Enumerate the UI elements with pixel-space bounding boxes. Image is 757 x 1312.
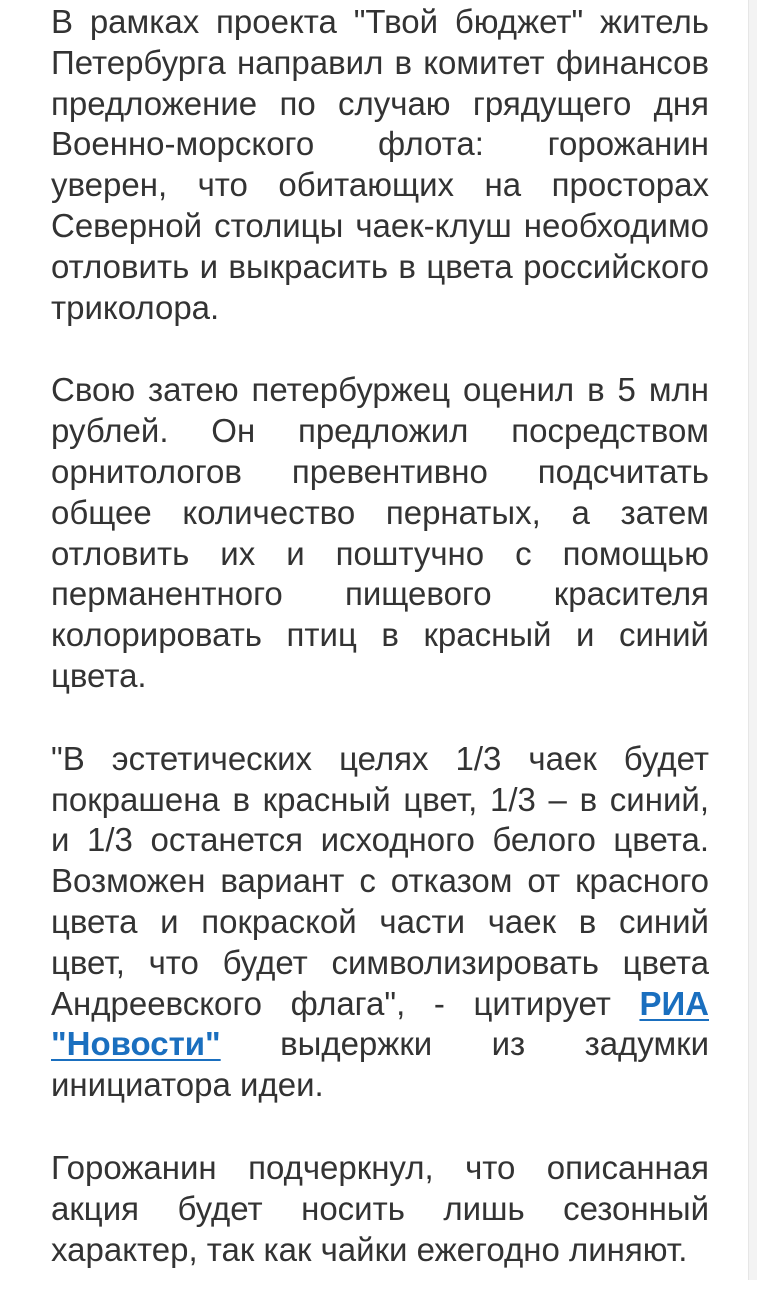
article-body: [51, 2, 709, 1312]
paragraph-3-text-start: "В эстетических целях 1/3 чаек будет покрашена в красный цвет, 1/3 – в синий, и 1/3 останется исходного белого цвета. Возможен вариант с отказом от красного цвета и покраской части чаек в синий цвет, что будет символизировать цвета Андреевского флага", - цитирует: [51, 739, 709, 1022]
paragraph-3-text-end: выдержки из задумки инициатора идеи.: [51, 1025, 709, 1104]
paragraph-2: Свою затею петербуржец оценил в 5 млн рублей. Он предложил посредством орнитологов превентивно подсчитать общее количество пернатых, а затем отловить их и поштучно с помощью перманентного пищевого красителя колорировать птиц в красный и синий цвета.: [51, 371, 709, 694]
scrollbar-track[interactable]: [748, 0, 757, 1280]
ria-novosti-link[interactable]: РИА "Новости": [51, 984, 709, 1063]
paragraph-4: Горожанин подчеркнул, что описанная акция будет носить лишь сезонный характер, так как чайки ежегодно линяют.: [51, 1148, 709, 1268]
paragraph-1: В рамках проекта "Твой бюджет" житель Петербурга направил в комитет финансов предложение по случаю грядущего дня Военно-морского флота: горожанин уверен, что обитающих на просторах Северной столицы чаек-клуш необходимо отловить и выкрасить в цвета российского триколора.: [51, 3, 709, 326]
paragraph-3: [51, 739, 709, 1106]
